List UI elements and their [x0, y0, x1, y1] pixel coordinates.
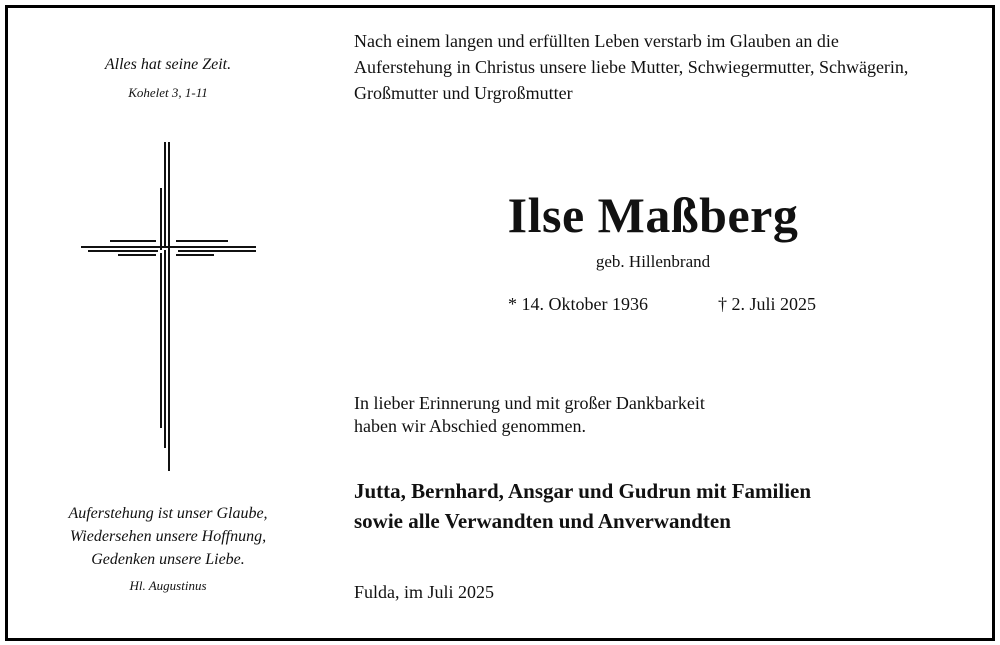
bottom-quote-line-2: Wiedersehen unsere Hoffnung, [69, 528, 267, 545]
memory-line: In lieber Erinnerung und mit großer Dankbarkeit [354, 393, 705, 413]
intro-text [354, 28, 908, 106]
top-motto: Alles hat seine Zeit. [104, 56, 232, 73]
memory-line: haben wir Abschied genommen. [354, 416, 586, 436]
deceased-name: Ilse Maßberg [507, 187, 799, 243]
birth-date: * 14. Oktober 1936 [508, 294, 648, 314]
bottom-quote-source: Hl. Augustinus [129, 578, 207, 593]
mourners-line: Jutta, Bernhard, Ansgar und Gudrun mit Familien [354, 479, 812, 503]
intro-line: Nach einem langen und erfüllten Leben verstarb im Glauben an die [354, 31, 839, 51]
obituary-notice [5, 5, 995, 641]
death-date: † 2. Juli 2025 [718, 294, 817, 314]
intro-line: Großmutter und Urgroßmutter [354, 83, 573, 103]
place-and-date: Fulda, im Juli 2025 [354, 582, 495, 602]
top-motto-source: Kohelet 3, 1-11 [128, 85, 208, 100]
birth-name: geb. Hillenbrand [595, 252, 711, 271]
bottom-quote-line-1: Auferstehung ist unser Glaube, [68, 505, 268, 522]
bottom-quote-line-3: Gedenken unsere Liebe. [91, 551, 245, 568]
cross-icon [78, 138, 258, 473]
memory-text [354, 392, 705, 438]
mourners-line: sowie alle Verwandten und Anverwandten [354, 509, 731, 533]
mourners [354, 476, 811, 536]
intro-line: Auferstehung in Christus unsere liebe Mutter, Schwiegermutter, Schwägerin, [354, 57, 909, 77]
